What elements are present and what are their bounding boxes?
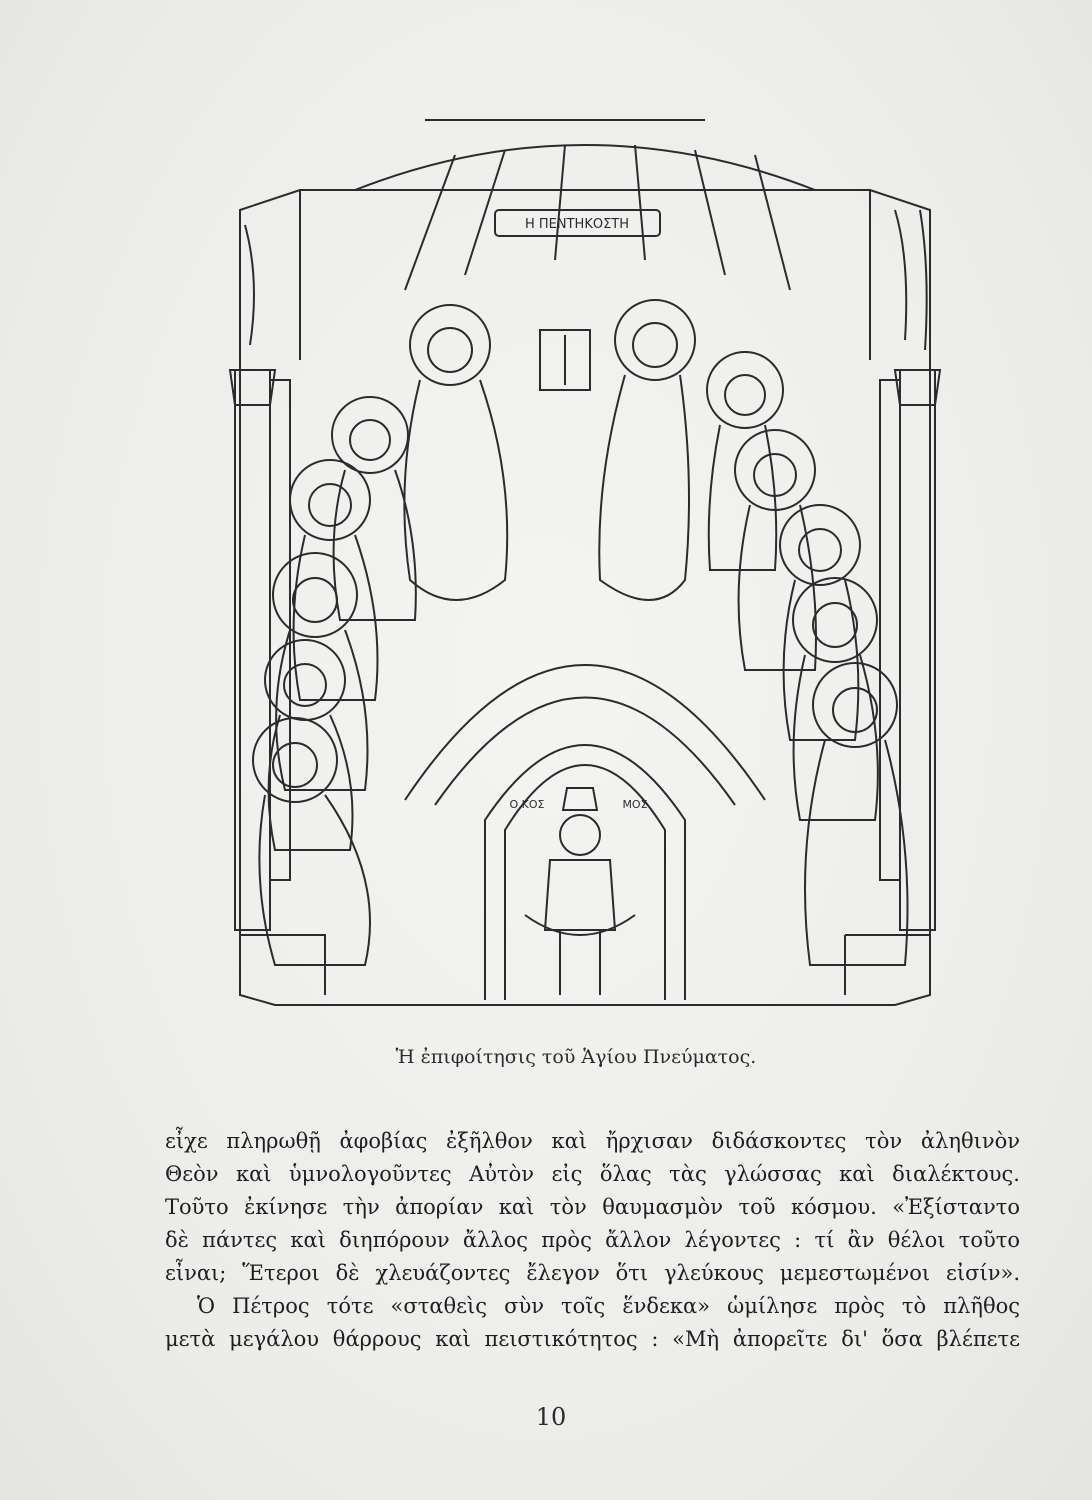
figure-caption: Ἡ ἐπιφοίτησις τοῦ Ἁγίου Πνεύματος. bbox=[395, 1046, 757, 1068]
text-line: Τοῦτο ἐκίνησε τὴν ἀπορίαν καὶ τὸν θαυμασμὸν τοῦ κόσμου. «Ἐξίσταντο bbox=[165, 1195, 1020, 1219]
text-line: Θεὸν καὶ ὑμνολογοῦντες Αὐτὸν εἰς ὅλας τὰς γλώσσας καὶ διαλέκτους. bbox=[165, 1162, 1020, 1186]
body-text bbox=[165, 1125, 1020, 1356]
text-line: μετὰ μεγάλου θάρρους καὶ πειστικότητος : «Μὴ ἀπορεῖτε δι' ὅσα βλέπετε bbox=[165, 1327, 1020, 1351]
text-line: εἶχε πληρωθῇ ἀφοβίας ἐξῆλθον καὶ ἤρχισαν διδάσκοντες τὸν ἀληθινὸν bbox=[165, 1129, 1020, 1153]
kosmos-inscription-right: ΜΟΣ bbox=[622, 798, 648, 811]
text-line: εἶναι; Ἕτεροι δὲ χλευάζοντες ἔλεγον ὅτι γλεύκους μεμεστωμένοι εἰσίν». bbox=[165, 1261, 1020, 1285]
page-number: 10 bbox=[535, 1403, 567, 1431]
kosmos-inscription-left: Ο ΚΟΣ bbox=[509, 798, 545, 811]
pentecost-illustration bbox=[205, 60, 965, 1030]
pentecost-inscription: Η ΠΕΝΤΗΚΟΣΤΗ bbox=[524, 217, 630, 232]
text-line: Ὁ Πέτρος τότε «σταθεὶς σὺν τοῖς ἕνδεκα» ὡμίλησε πρὸς τὸ πλῆθος bbox=[197, 1294, 1020, 1318]
text-line: δὲ πάντες καὶ διηπόρουν ἄλλος πρὸς ἄλλον λέγοντες : τί ἂν θέλοι τοῦτο bbox=[165, 1228, 1020, 1252]
